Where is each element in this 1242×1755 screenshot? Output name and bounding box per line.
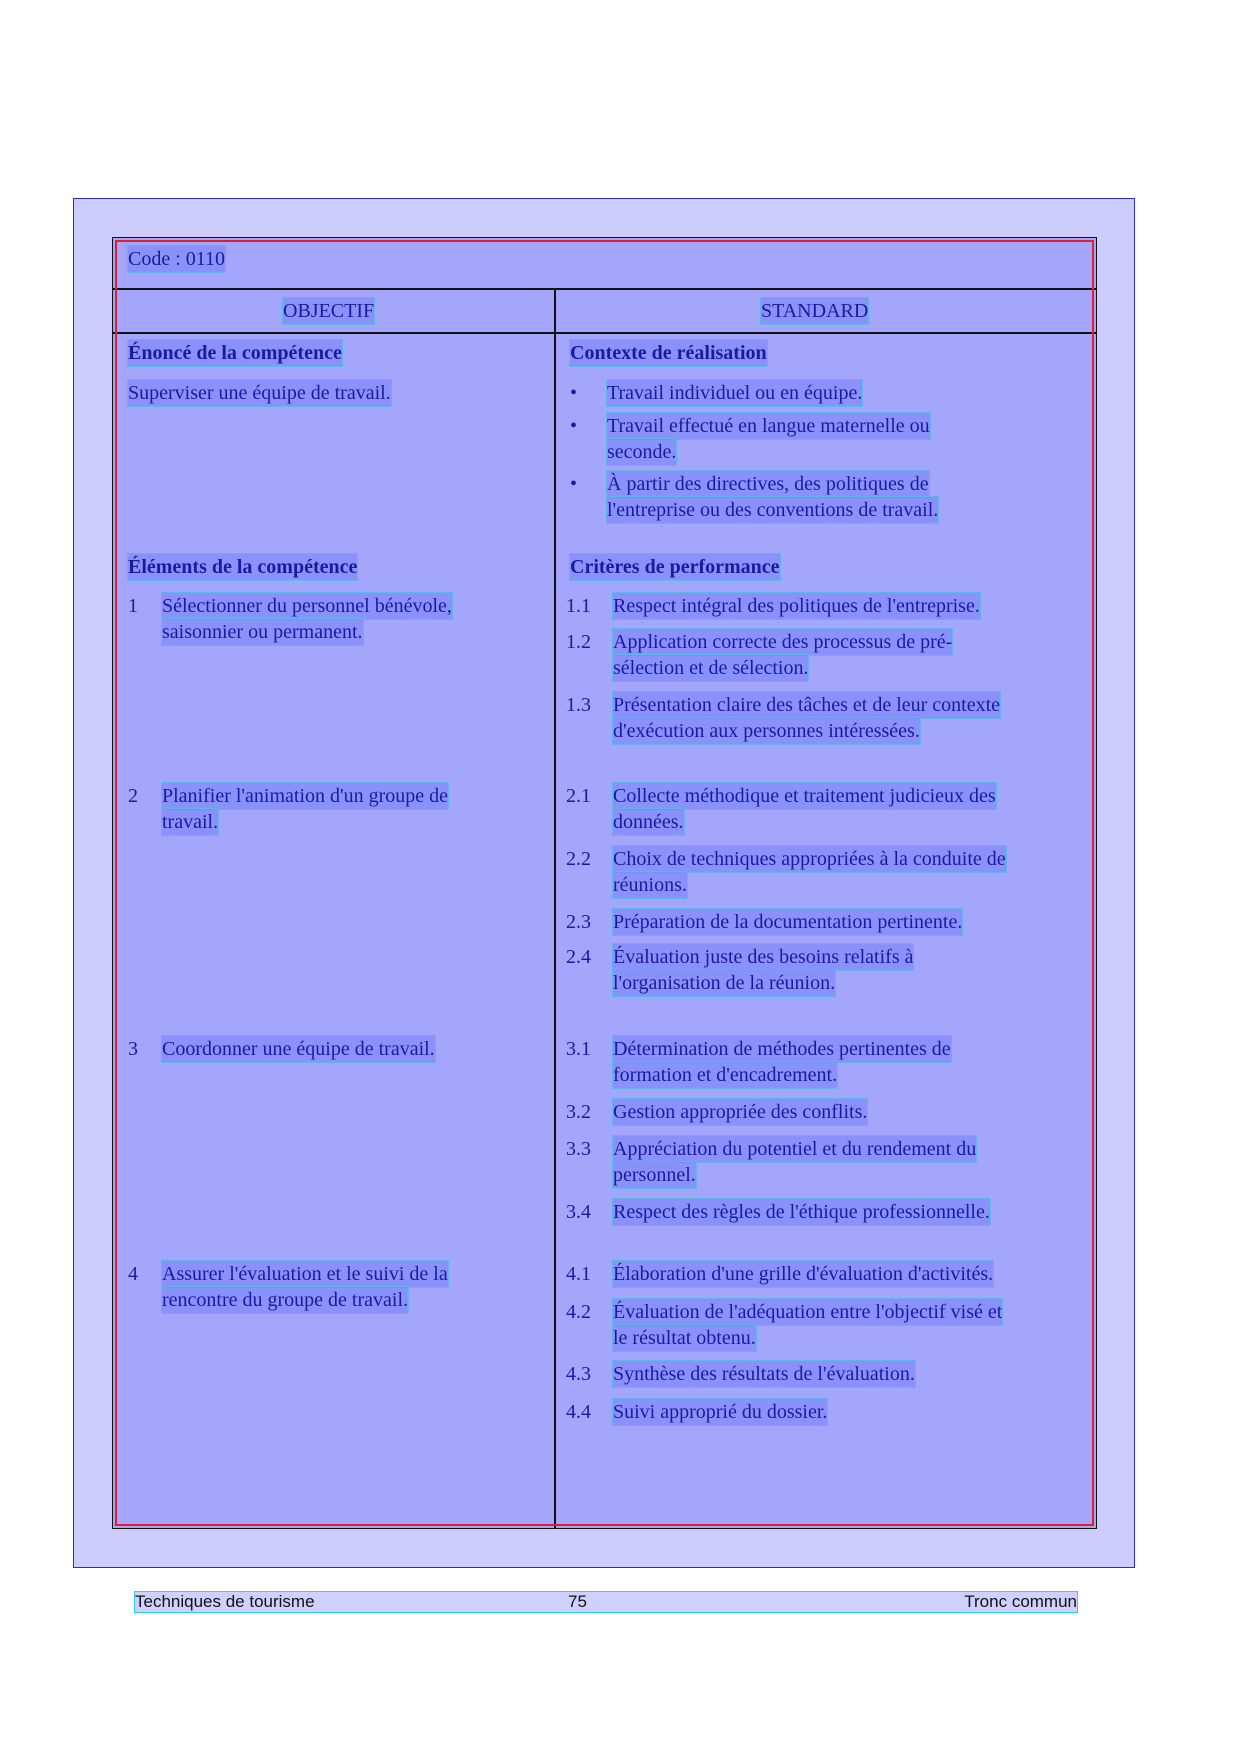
header-row-divider xyxy=(112,332,1097,334)
critere-number: 4.3 xyxy=(566,1363,591,1385)
critere-text: Respect intégral des politiques de l'entreprise. xyxy=(613,595,980,617)
critere-number: 1.2 xyxy=(566,631,591,653)
enonce-title: Énoncé de la compétence xyxy=(128,342,342,364)
footer-program: Techniques de tourisme xyxy=(135,1592,315,1611)
context-bullet-symbol: • xyxy=(570,415,578,437)
context-bullet-text: Travail effectué en langue maternelle ou xyxy=(607,415,930,437)
critere-text: Gestion appropriée des conflits. xyxy=(613,1101,868,1123)
context-bullet-text: Travail individuel ou en équipe. xyxy=(607,382,863,404)
element-text: Assurer l'évaluation et le suivi de la xyxy=(162,1263,448,1285)
element-text: travail. xyxy=(162,811,219,833)
critere-text: Élaboration d'une grille d'évaluation d'activités. xyxy=(613,1263,994,1285)
critere-number: 3.2 xyxy=(566,1101,591,1123)
element-number: 4 xyxy=(128,1263,138,1285)
element-text: saisonnier ou permanent. xyxy=(162,621,363,643)
critere-text: le résultat obtenu. xyxy=(613,1327,756,1349)
competency-table xyxy=(112,237,1097,1529)
header-objectif: OBJECTIF xyxy=(283,300,375,322)
critere-text: Choix de techniques appropriées à la conduite de xyxy=(613,848,1006,870)
critere-text: Détermination de méthodes pertinentes de xyxy=(613,1038,951,1060)
critere-text: l'organisation de la réunion. xyxy=(613,972,836,994)
element-text: Coordonner une équipe de travail. xyxy=(162,1038,435,1060)
critere-text: d'exécution aux personnes intéressées. xyxy=(613,720,920,742)
critere-text: Collecte méthodique et traitement judicieux des xyxy=(613,785,996,807)
critere-number: 2.1 xyxy=(566,785,591,807)
element-text: Sélectionner du personnel bénévole, xyxy=(162,595,452,617)
elements-title: Éléments de la compétence xyxy=(128,556,358,578)
critere-number: 3.1 xyxy=(566,1038,591,1060)
critere-text: Évaluation juste des besoins relatifs à xyxy=(613,946,914,968)
context-bullet-symbol: • xyxy=(570,473,578,495)
critere-number: 4.4 xyxy=(566,1401,591,1423)
code-label: Code : 0110 xyxy=(128,248,226,270)
critere-number: 4.1 xyxy=(566,1263,591,1285)
criteres-title: Critères de performance xyxy=(570,556,780,578)
critere-number: 4.2 xyxy=(566,1301,591,1323)
context-bullet-text: seconde. xyxy=(607,441,677,463)
footer-page-number: 75 xyxy=(568,1592,587,1611)
element-number: 2 xyxy=(128,785,138,807)
critere-text: Présentation claire des tâches et de leur contexte xyxy=(613,694,1001,716)
critere-text: Application correcte des processus de pré- xyxy=(613,631,953,653)
context-bullet-text: l'entreprise ou des conventions de travail. xyxy=(607,499,939,521)
context-bullet-symbol: • xyxy=(570,382,578,404)
page-footer xyxy=(135,1592,1077,1612)
critere-text: Synthèse des résultats de l'évaluation. xyxy=(613,1363,915,1385)
critere-number: 1.1 xyxy=(566,595,591,617)
contexte-title: Contexte de réalisation xyxy=(570,342,767,364)
critere-text: Préparation de la documentation pertinente. xyxy=(613,911,963,933)
context-bullet-text: À partir des directives, des politiques de xyxy=(607,473,929,495)
element-number: 3 xyxy=(128,1038,138,1060)
critere-number: 3.3 xyxy=(566,1138,591,1160)
column-divider xyxy=(554,290,556,1529)
critere-text: réunions. xyxy=(613,874,687,896)
enonce-text: Superviser une équipe de travail. xyxy=(128,382,391,404)
critere-text: Appréciation du potentiel et du rendement du xyxy=(613,1138,977,1160)
critere-number: 2.2 xyxy=(566,848,591,870)
critere-text: formation et d'encadrement. xyxy=(613,1064,838,1086)
critere-text: données. xyxy=(613,811,684,833)
critere-text: sélection et de sélection. xyxy=(613,657,809,679)
element-text: rencontre du groupe de travail. xyxy=(162,1289,409,1311)
element-text: Planifier l'animation d'un groupe de xyxy=(162,785,449,807)
code-row-divider xyxy=(112,288,1097,290)
header-standard: STANDARD xyxy=(761,300,869,322)
critere-number: 3.4 xyxy=(566,1201,591,1223)
critere-text: Respect des règles de l'éthique professionnelle. xyxy=(613,1201,990,1223)
critere-text: Évaluation de l'adéquation entre l'objectif visé et xyxy=(613,1301,1003,1323)
element-number: 1 xyxy=(128,595,138,617)
critere-number: 2.4 xyxy=(566,946,591,968)
critere-text: personnel. xyxy=(613,1164,696,1186)
critere-number: 1.3 xyxy=(566,694,591,716)
critere-text: Suivi approprié du dossier. xyxy=(613,1401,828,1423)
critere-number: 2.3 xyxy=(566,911,591,933)
footer-section: Tronc commun xyxy=(964,1592,1077,1611)
